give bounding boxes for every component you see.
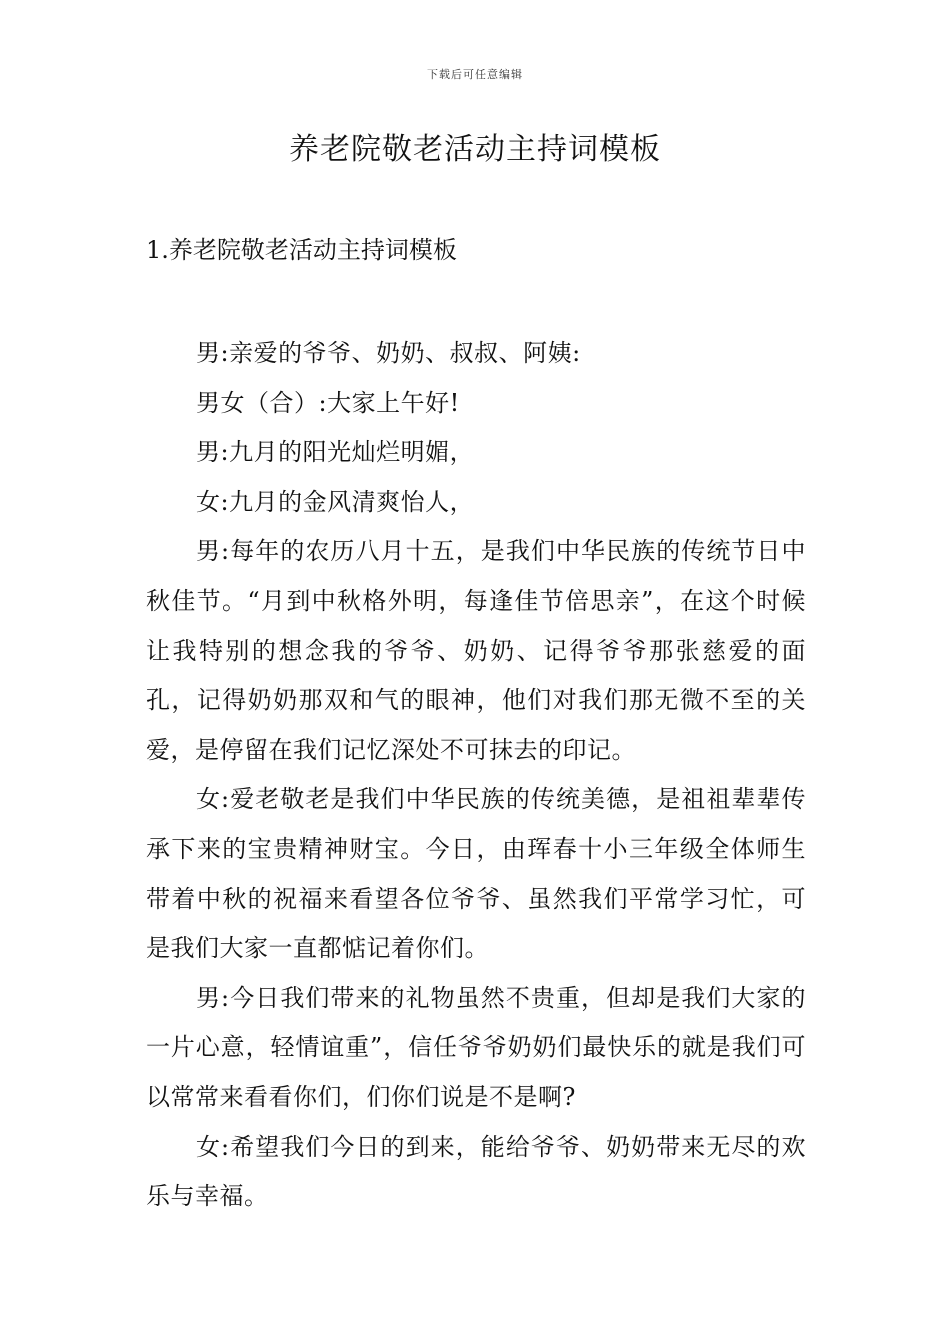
header-note: 下载后可任意编辑 (427, 68, 523, 81)
paragraph: 女:九月的金风清爽怡人， (196, 487, 475, 516)
paragraph: 男:每年的农历八月十五，是我们中华民族的传统节日中秋佳节。“月到中秋格外明，每逢佳节倍思亲”，在这个时候让我特别的想念我的爷爷、奶奶、记得爷爷那张慈爱的面孔，记得奶奶那双和气的眼神，他们对我们那无微不至的关爱，是停留在我们记忆深处不可抹去的印记。 (146, 537, 806, 764)
paragraph: 女:爱老敬老是我们中华民族的传统美德，是祖祖辈辈传承下来的宝贵精神财宝。今日，由珲春十小三年级全体师生带着中秋的祝福来看望各位爷爷、虽然我们平常学习忙，可是我们大家一直都惦记着你们。 (146, 785, 806, 963)
paragraph: 女:希望我们今日的到来，能给爷爷、奶奶带来无尽的欢乐与幸福。 (146, 1132, 806, 1211)
document-title: 养老院敬老活动主持词模板 (289, 132, 661, 167)
document-body (146, 329, 806, 1222)
paragraph: 男:亲爱的爷爷、奶奶、叔叔、阿姨: (196, 339, 581, 367)
paragraph: 男:九月的阳光灿烂明媚， (196, 438, 475, 467)
paragraph: 男:今日我们带来的礼物虽然不贵重，但却是我们大家的一片心意，轻情谊重”，信任爷爷奶奶们最快乐的就是我们可以常常来看看你们，们你们说是不是啊? (146, 983, 806, 1111)
section-heading: 1.养老院敬老活动主持词模板 (146, 236, 457, 264)
paragraph: 男女（合）:大家上午好! (196, 388, 460, 417)
